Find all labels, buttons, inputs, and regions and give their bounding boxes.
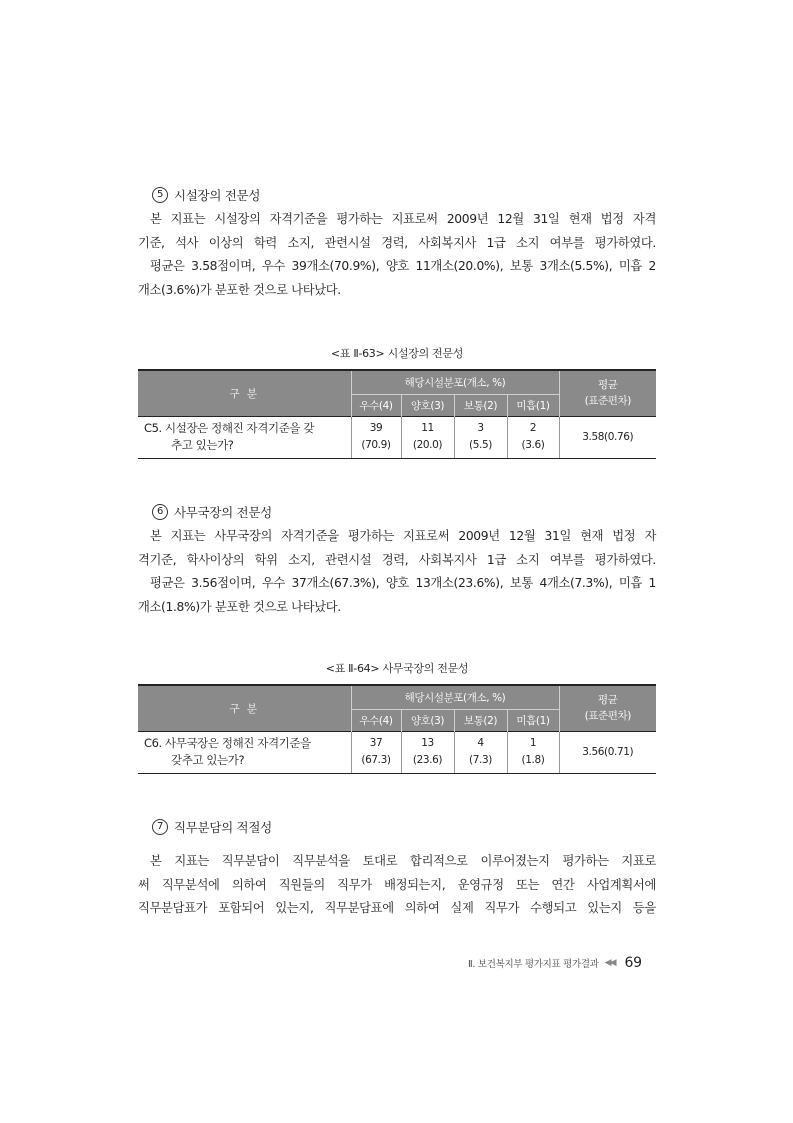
section-6-heading: [152, 503, 272, 521]
paragraph-line: 평균은 3.56점이며, 우수 37개소(67.3%), 양호 13개소(23.6%), 보통 4개소(7.3%), 미흡 1: [150, 576, 656, 590]
section-5-paragraph: [138, 208, 656, 302]
cell-poor: 1 (1.8): [507, 731, 559, 773]
header-col-good: 양호(3): [401, 709, 454, 731]
cell-good: 13 (23.6): [401, 731, 454, 773]
section-7-heading: [152, 818, 272, 836]
cell-mean: 3.58(0.76): [559, 416, 656, 458]
section-5-heading: [152, 186, 260, 204]
header-average-sd: (표준편차): [584, 710, 631, 723]
header-average-label: 평균: [598, 694, 618, 707]
header-distribution: 해당시설분포(개소, %): [351, 370, 559, 394]
section-6-paragraph: [138, 525, 656, 619]
paragraph-line: 본 지표는 사무국장의 자격기준을 평가하는 지표로써 2009년 12월 31일 현재 법정 자: [150, 529, 656, 543]
circled-number-icon: 7: [152, 819, 168, 835]
row-item-label: [138, 731, 351, 773]
paragraph-line: 평균은 3.58점이며, 우수 39개소(70.9%), 양호 11개소(20.0%), 보통 3개소(5.5%), 미흡 2: [150, 259, 656, 273]
section-5-title: 시설장의 전문성: [174, 188, 261, 203]
header-average: [559, 685, 656, 731]
header-average-sd: (표준편차): [584, 395, 631, 408]
cell-average: 3 (5.5): [454, 416, 507, 458]
paragraph-line: 개소(1.8%)가 분포한 것으로 나타났다.: [138, 599, 341, 614]
paragraph-line: 직무분담표가 포함되어 있는지, 직무분담표에 의하여 실제 직무가 수행되고 있는지 등을: [138, 901, 656, 915]
cell-good: 11 (20.0): [401, 416, 454, 458]
header-category: 구 분: [229, 387, 260, 400]
paragraph-line: 기준, 석사 이상의 학력 소지, 관련시설 경력, 사회복지사 1급 소지 여부를 평가하였다.: [138, 235, 656, 250]
paragraph-line: 본 지표는 시설장의 자격기준을 평가하는 지표로써 2009년 12월 31일 현재 법정 자격: [150, 212, 656, 226]
header-col-excellent: 우수(4): [351, 394, 401, 416]
header-col-average: 보통(2): [454, 709, 507, 731]
data-table: [138, 369, 656, 459]
double-arrow-left-icon: ◀◀: [604, 958, 615, 968]
paragraph-line: 본 지표는 직무분담이 직무분석을 토대로 합리적으로 이루어졌는지 평가하는 지표로: [150, 854, 656, 868]
section-7-paragraph: [138, 850, 656, 921]
header-category: 구 분: [229, 702, 260, 715]
section-7-title: 직무분담의 적절성: [174, 820, 272, 835]
paragraph-line: 써 직무분석에 의하여 직원들의 직무가 배정되는지, 운영규정 또는 연간 사업계획서에: [138, 877, 656, 892]
header-average: [559, 370, 656, 416]
header-col-poor: 미흡(1): [507, 394, 559, 416]
cell-excellent: 39 (70.9): [351, 416, 401, 458]
footer-chapter-title: Ⅱ. 보건복지부 평가지표 평가결과: [468, 959, 599, 970]
paragraph-line: 개소(3.6%)가 분포한 것으로 나타났다.: [138, 282, 341, 297]
row-item-line2: 갖추고 있는가?: [171, 753, 245, 767]
cell-excellent: 37 (67.3): [351, 731, 401, 773]
header-col-average: 보통(2): [454, 394, 507, 416]
table-caption: <표 Ⅱ-63> 시설장의 전문성: [330, 347, 464, 360]
header-col-good: 양호(3): [401, 394, 454, 416]
header-col-poor: 미흡(1): [507, 709, 559, 731]
header-col-excellent: 우수(4): [351, 709, 401, 731]
page-footer: [468, 955, 642, 971]
row-item-label: [138, 416, 351, 458]
header-average-label: 평균: [598, 379, 618, 392]
cell-poor: 2 (3.6): [507, 416, 559, 458]
section-6-title: 사무국장의 전문성: [174, 505, 272, 520]
table-row: [138, 416, 656, 458]
row-item-line2: 추고 있는가?: [171, 438, 234, 452]
table-row: [138, 731, 656, 773]
cell-average: 4 (7.3): [454, 731, 507, 773]
page-number: 69: [624, 955, 642, 971]
circled-number-icon: 6: [152, 504, 168, 520]
header-distribution: 해당시설분포(개소, %): [351, 685, 559, 709]
cell-mean: 3.56(0.71): [559, 731, 656, 773]
paragraph-line: 격기준, 학사이상의 학위 소지, 관련시설 경력, 사회복지사 1급 소지 여부를 평가하였다.: [138, 552, 656, 567]
row-item-line1: C5. 시설장은 정해진 자격기준을 갖: [144, 421, 315, 435]
circled-number-icon: 5: [152, 187, 168, 203]
row-item-line1: C6. 사무국장은 정해진 자격기준을: [144, 736, 311, 750]
table-caption: <표 Ⅱ-64> 사무국장의 전문성: [325, 662, 469, 675]
data-table: [138, 684, 656, 774]
